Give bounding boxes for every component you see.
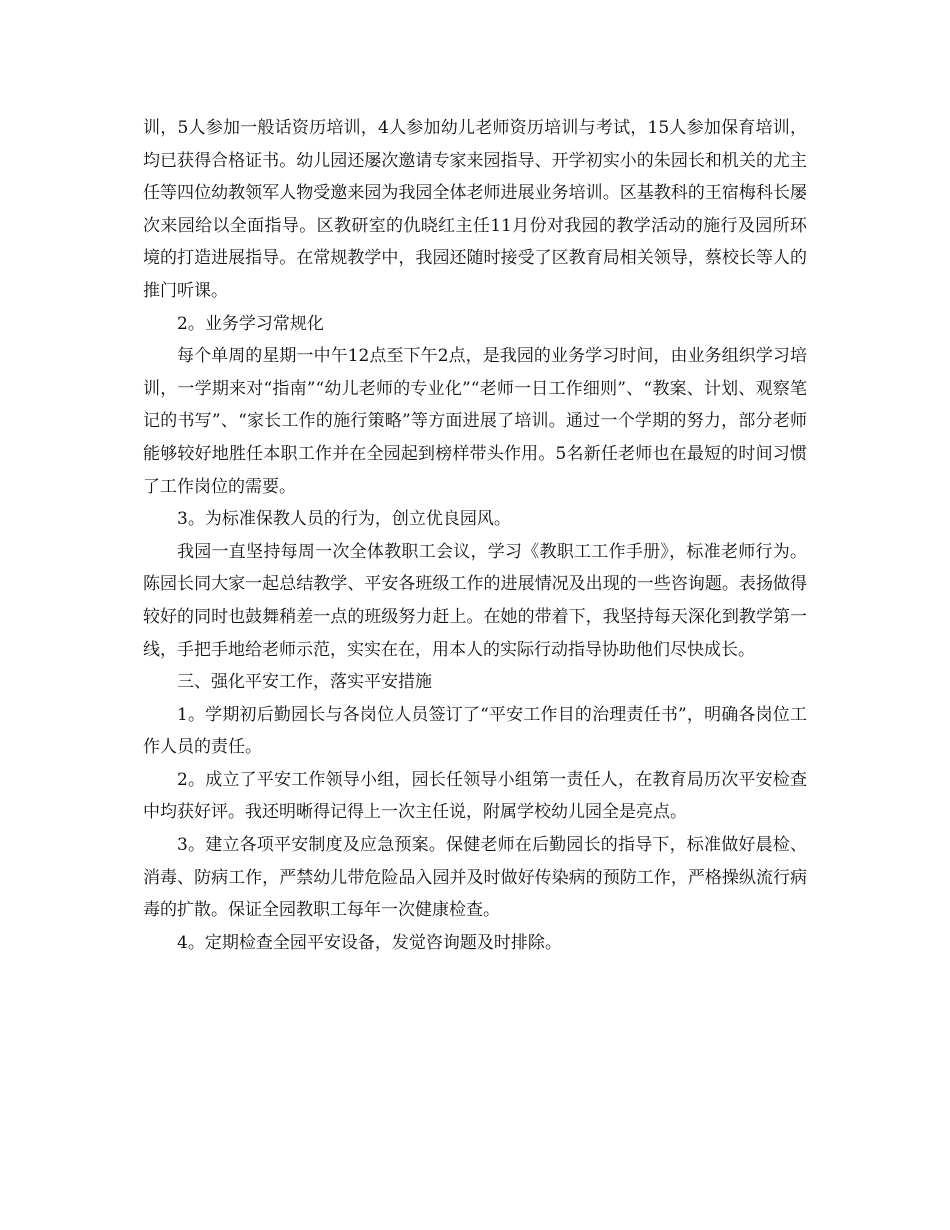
document-body: [143, 112, 807, 959]
paragraph-safety-system: 3。建立各项平安制度及应急预案。保健老师在后勤园长的指导下，标准做好晨检、消毒、防病工作，严禁幼儿带危险品入园并及时做好传染病的预防工作，严格操纵流行病毒的扩散。保证全园教职工每年一次健康检查。: [143, 835, 807, 921]
paragraph-safety-inspection: 4。定期检查全园平安设备，发觉咨询题及时排除。: [177, 932, 562, 953]
paragraph-safety-responsibility: 1。学期初后勤园长与各岗位人员签订了“平安工作目的治理责任书”，明确各岗位工作人员的责任。: [143, 704, 807, 758]
paragraph-continued-training: 训，5人参加一般话资历培训，4人参加幼儿老师资历培训与考试，15人参加保育培训，均已获得合格证书。幼儿园还屡次邀请专家来园指导、开学初实小的朱园长和机关的尤主任等四位幼教领军人物受邀来园为我园全体老师进展业务培训。区基教科的王宿梅科长屡次来园给以全面指导。区教研室的仇晓红主任11月份对我园的教学活动的施行及园所环境的打造进展指导。在常规教学中，我园还随时接受了区教育局相关领导，蔡校长等人的推门听课。: [143, 118, 807, 301]
heading-standard-conduct: 3。为标准保教人员的行为，创立优良园风。: [177, 509, 511, 530]
paragraph-staff-meeting: 我园一直坚持每周一次全体教职工会议，学习《教职工工作手册》，标准老师行为。陈园长同大家一起总结教学、平安各班级工作的进展情况及出现的一些咨询题。表扬做得较好的同时也鼓舞稍差一点的班级努力赶上。在她的带着下，我坚持每天深化到教学第一线，手把手地给老师示范，实实在在，用本人的实际行动指导协助他们尽快成长。: [143, 541, 807, 660]
paragraph-safety-leadership: 2。成立了平安工作领导小组，园长任领导小组第一责任人，在教育局历次平安检查中均获好评。我还明晰得记得上一次主任说，附属学校幼儿园全是亮点。: [143, 769, 807, 823]
heading-study-routine: 2。业务学习常规化: [177, 313, 324, 334]
heading-safety-work: 三、强化平安工作，落实平安措施: [177, 672, 432, 693]
paragraph-study-time: 每个单周的星期一中午12点至下午2点，是我园的业务学习时间，由业务组织学习培训，一学期来对“指南”“幼儿老师的专业化”“老师一日工作细则”、“教案、计划、观察笔记的书写”、“家长工作的施行策略”等方面进展了培训。通过一个学期的努力，部分老师能够较好地胜任本职工作并在全园起到榜样带头作用。5名新任老师也在最短的时间习惯了工作岗位的需要。: [143, 346, 807, 497]
